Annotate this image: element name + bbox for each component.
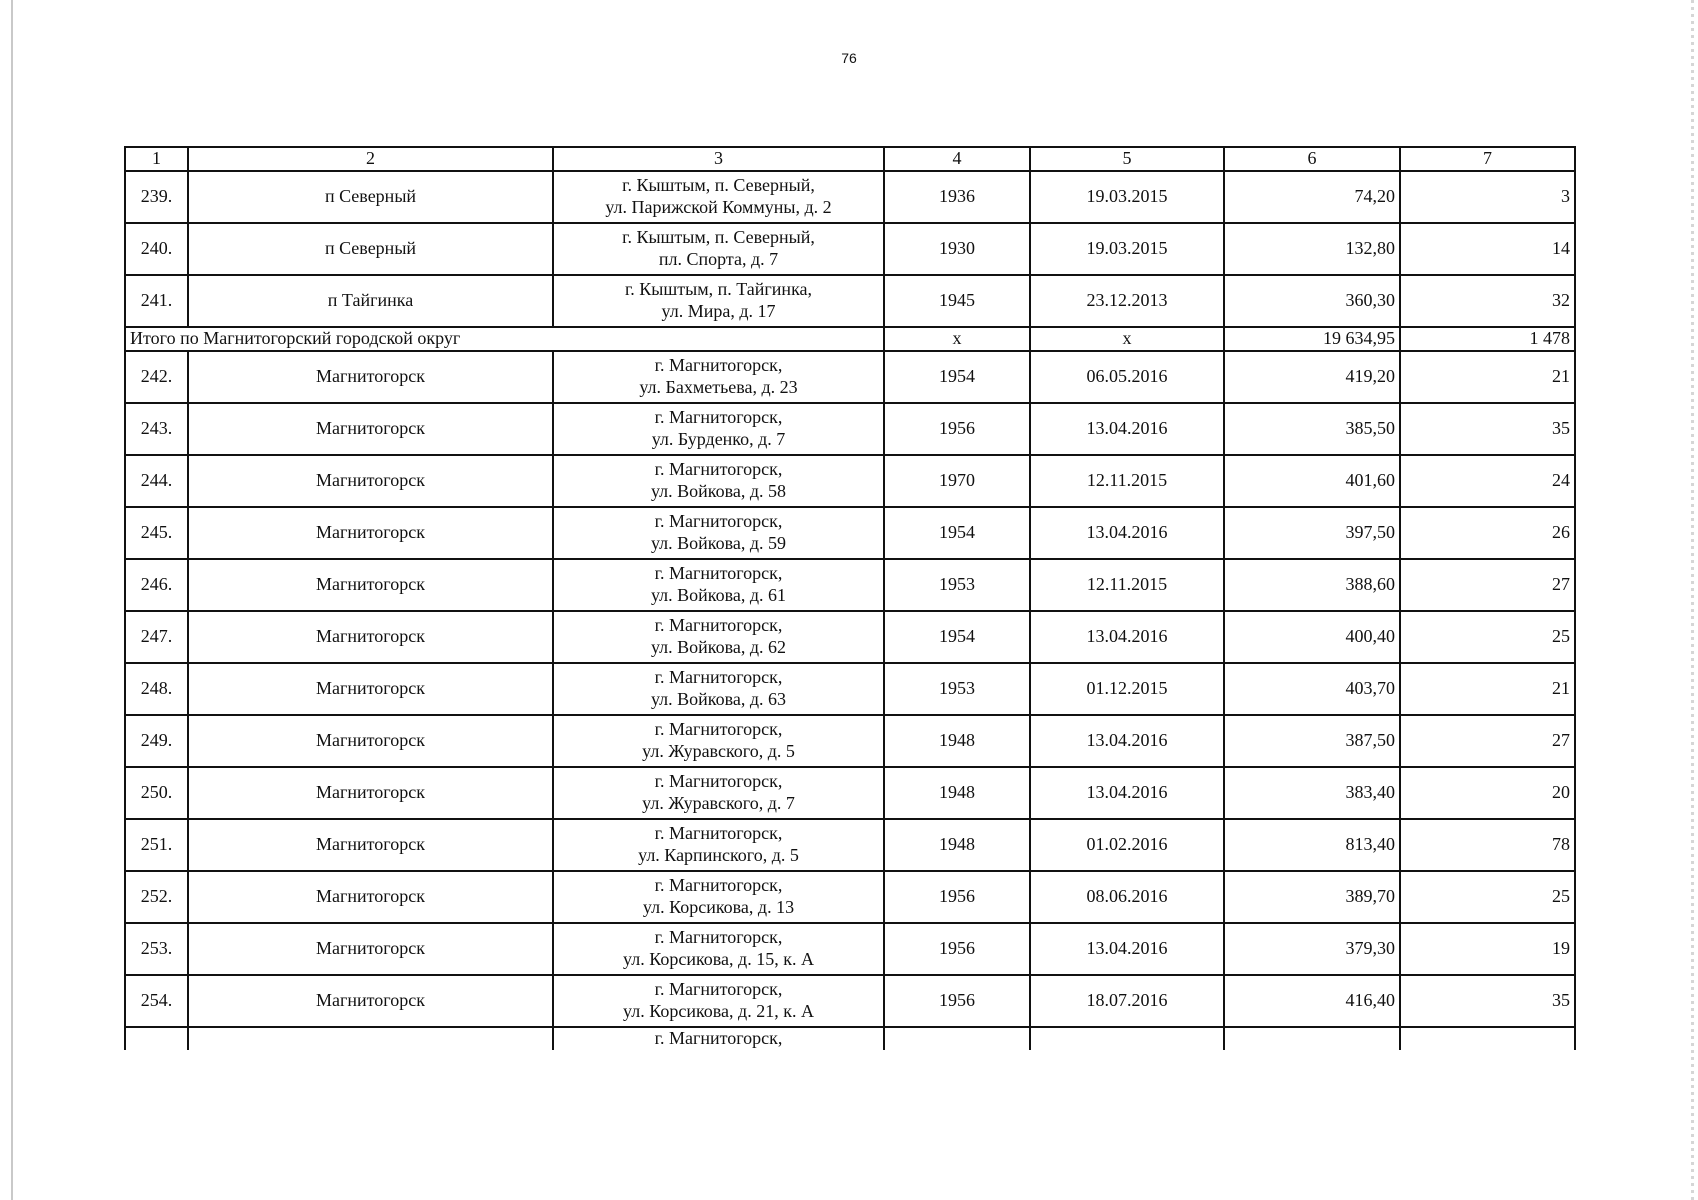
table-row (125, 559, 1575, 611)
address-line: ул. Бурденко, д. 7 (651, 429, 786, 449)
year-cell: 1956 (884, 871, 1030, 923)
row-number-cell: 247. (125, 611, 188, 663)
address-line: ул. Мира, д. 17 (661, 301, 776, 321)
row-number-cell: 243. (125, 403, 188, 455)
address-line: ул. Карпинского, д. 5 (638, 845, 799, 865)
address-cell (553, 403, 884, 455)
address-line: г. Магнитогорск, (654, 459, 783, 480)
address-line: пл. Спорта, д. 7 (658, 249, 779, 269)
locality-cell: Магнитогорск (188, 559, 553, 611)
empty-cell (1400, 1027, 1575, 1050)
table-row (125, 351, 1575, 403)
locality-cell: п Северный (188, 171, 553, 223)
address-line: г. Магнитогорск, (654, 875, 783, 896)
table-row (125, 611, 1575, 663)
address-line: г. Кыштым, п. Тайгинка, (624, 279, 813, 300)
address-line: ул. Бахметьева, д. 23 (639, 377, 798, 397)
row-number-cell: 248. (125, 663, 188, 715)
address-line: ул. Войкова, д. 59 (650, 533, 787, 553)
area-cell: 813,40 (1224, 819, 1400, 871)
year-cell: 1945 (884, 275, 1030, 327)
year-cell: 1954 (884, 351, 1030, 403)
total-date-cell: х (1030, 327, 1224, 351)
date-cell: 06.05.2016 (1030, 351, 1224, 403)
address-cell (553, 507, 884, 559)
row-number-cell: 245. (125, 507, 188, 559)
date-cell: 13.04.2016 (1030, 403, 1224, 455)
date-cell: 08.06.2016 (1030, 871, 1224, 923)
area-cell: 419,20 (1224, 351, 1400, 403)
count-cell: 35 (1400, 975, 1575, 1027)
year-cell: 1956 (884, 975, 1030, 1027)
locality-cell: Магнитогорск (188, 611, 553, 663)
address-cell (553, 975, 884, 1027)
locality-cell: Магнитогорск (188, 819, 553, 871)
date-cell: 13.04.2016 (1030, 715, 1224, 767)
locality-cell: Магнитогорск (188, 871, 553, 923)
row-number-cell: 252. (125, 871, 188, 923)
area-cell: 389,70 (1224, 871, 1400, 923)
date-cell: 18.07.2016 (1030, 975, 1224, 1027)
total-row (125, 327, 1575, 351)
address-cell (553, 715, 884, 767)
table-row (125, 455, 1575, 507)
address-line: ул. Корсикова, д. 21, к. А (623, 1001, 814, 1021)
table-row (125, 923, 1575, 975)
row-number-cell: 242. (125, 351, 188, 403)
table-row (125, 223, 1575, 275)
page-number: 76 (841, 50, 857, 66)
total-label-cell: Итого по Магнитогорский городской округ (125, 327, 884, 351)
count-cell: 21 (1400, 663, 1575, 715)
area-cell: 403,70 (1224, 663, 1400, 715)
column-header: 6 (1224, 147, 1400, 171)
area-cell: 416,40 (1224, 975, 1400, 1027)
table-row (125, 507, 1575, 559)
date-cell: 19.03.2015 (1030, 171, 1224, 223)
count-cell: 32 (1400, 275, 1575, 327)
count-cell: 20 (1400, 767, 1575, 819)
locality-cell: Магнитогорск (188, 767, 553, 819)
count-cell: 27 (1400, 715, 1575, 767)
table-row (125, 767, 1575, 819)
area-cell: 401,60 (1224, 455, 1400, 507)
empty-cell (1224, 1027, 1400, 1050)
area-cell: 360,30 (1224, 275, 1400, 327)
address-line: ул. Войкова, д. 63 (650, 689, 787, 709)
column-header: 3 (553, 147, 884, 171)
table-row (125, 171, 1575, 223)
year-cell: 1970 (884, 455, 1030, 507)
address-cell (553, 663, 884, 715)
locality-cell: Магнитогорск (188, 715, 553, 767)
year-cell: 1956 (884, 403, 1030, 455)
address-cell (553, 871, 884, 923)
date-cell: 13.04.2016 (1030, 611, 1224, 663)
address-line: г. Магнитогорск, (654, 511, 783, 532)
date-cell: 12.11.2015 (1030, 559, 1224, 611)
address-line: ул. Корсикова, д. 13 (642, 897, 795, 917)
table-row (125, 975, 1575, 1027)
total-count-cell: 1 478 (1400, 327, 1575, 351)
row-number-cell: 250. (125, 767, 188, 819)
locality-cell: Магнитогорск (188, 403, 553, 455)
count-cell: 24 (1400, 455, 1575, 507)
count-cell: 14 (1400, 223, 1575, 275)
count-cell: 25 (1400, 611, 1575, 663)
address-line: г. Магнитогорск, (654, 823, 783, 844)
locality-cell: п Тайгинка (188, 275, 553, 327)
year-cell: 1948 (884, 819, 1030, 871)
address-line: г. Кыштым, п. Северный, (622, 227, 815, 248)
date-cell: 19.03.2015 (1030, 223, 1224, 275)
area-cell: 385,50 (1224, 403, 1400, 455)
scan-edge-right (1691, 0, 1694, 1200)
address-line: ул. Войкова, д. 58 (650, 481, 787, 501)
year-cell: 1954 (884, 611, 1030, 663)
address-line: г. Магнитогорск, (654, 667, 783, 688)
address-cell (553, 455, 884, 507)
address-line: ул. Корсикова, д. 15, к. А (623, 949, 814, 969)
area-cell: 387,50 (1224, 715, 1400, 767)
row-number-cell: 249. (125, 715, 188, 767)
year-cell: 1948 (884, 715, 1030, 767)
date-cell: 13.04.2016 (1030, 923, 1224, 975)
address-line: г. Магнитогорск, (654, 407, 783, 428)
address-cell (553, 923, 884, 975)
address-line: ул. Парижской Коммуны, д. 2 (605, 197, 832, 217)
column-header: 1 (125, 147, 188, 171)
date-cell: 12.11.2015 (1030, 455, 1224, 507)
year-cell: 1956 (884, 923, 1030, 975)
total-year-cell: х (884, 327, 1030, 351)
date-cell: 01.02.2016 (1030, 819, 1224, 871)
locality-cell: п Северный (188, 223, 553, 275)
partial-table-row (125, 1027, 1575, 1050)
date-cell: 01.12.2015 (1030, 663, 1224, 715)
table-row (125, 715, 1575, 767)
address-line: г. Магнитогорск, (654, 563, 783, 584)
year-cell: 1936 (884, 171, 1030, 223)
year-cell: 1953 (884, 559, 1030, 611)
locality-cell: Магнитогорск (188, 975, 553, 1027)
table-body (125, 147, 1575, 1050)
count-cell: 35 (1400, 403, 1575, 455)
row-number-cell: 254. (125, 975, 188, 1027)
year-cell: 1930 (884, 223, 1030, 275)
address-line: г. Магнитогорск, (654, 771, 783, 792)
address-cell (553, 275, 884, 327)
address-cell: г. Магнитогорск, (553, 1027, 884, 1050)
address-line: ул. Войкова, д. 61 (650, 585, 787, 605)
scan-edge-left (11, 0, 13, 1200)
count-cell: 26 (1400, 507, 1575, 559)
address-cell (553, 819, 884, 871)
count-cell: 25 (1400, 871, 1575, 923)
year-cell: 1948 (884, 767, 1030, 819)
total-area-cell: 19 634,95 (1224, 327, 1400, 351)
address-line: ул. Войкова, д. 62 (650, 637, 787, 657)
area-cell: 400,40 (1224, 611, 1400, 663)
count-cell: 21 (1400, 351, 1575, 403)
area-cell: 388,60 (1224, 559, 1400, 611)
table-header-row (125, 147, 1575, 171)
area-cell: 379,30 (1224, 923, 1400, 975)
address-cell (553, 559, 884, 611)
address-line: г. Магнитогорск, (654, 927, 783, 948)
column-header: 7 (1400, 147, 1575, 171)
row-number-cell: 244. (125, 455, 188, 507)
address-cell (553, 611, 884, 663)
row-number-cell: 241. (125, 275, 188, 327)
row-number-cell: 253. (125, 923, 188, 975)
locality-cell (188, 1027, 553, 1050)
row-number-cell: 240. (125, 223, 188, 275)
count-cell: 19 (1400, 923, 1575, 975)
date-cell: 13.04.2016 (1030, 507, 1224, 559)
area-cell: 74,20 (1224, 171, 1400, 223)
count-cell: 78 (1400, 819, 1575, 871)
row-number-cell: 251. (125, 819, 188, 871)
date-cell: 23.12.2013 (1030, 275, 1224, 327)
row-number-cell: 246. (125, 559, 188, 611)
row-number-cell: 239. (125, 171, 188, 223)
address-line: г. Магнитогорск, (654, 979, 783, 1000)
address-line: г. Магнитогорск, (654, 719, 783, 740)
count-cell: 3 (1400, 171, 1575, 223)
year-cell: 1954 (884, 507, 1030, 559)
address-cell (553, 351, 884, 403)
row-number-cell (125, 1027, 188, 1050)
address-line: г. Магнитогорск, (654, 615, 783, 636)
locality-cell: Магнитогорск (188, 507, 553, 559)
locality-cell: Магнитогорск (188, 663, 553, 715)
address-cell (553, 171, 884, 223)
area-cell: 132,80 (1224, 223, 1400, 275)
empty-cell (1030, 1027, 1224, 1050)
address-line: г. Кыштым, п. Северный, (622, 175, 815, 196)
address-line: г. Магнитогорск, (654, 355, 783, 376)
address-line: ул. Журавского, д. 5 (642, 741, 795, 761)
table-row (125, 819, 1575, 871)
table-row (125, 403, 1575, 455)
year-cell: 1953 (884, 663, 1030, 715)
column-header: 2 (188, 147, 553, 171)
column-header: 4 (884, 147, 1030, 171)
empty-cell (884, 1027, 1030, 1050)
area-cell: 397,50 (1224, 507, 1400, 559)
table-row (125, 663, 1575, 715)
column-header: 5 (1030, 147, 1224, 171)
locality-cell: Магнитогорск (188, 351, 553, 403)
address-line: ул. Журавского, д. 7 (642, 793, 795, 813)
date-cell: 13.04.2016 (1030, 767, 1224, 819)
locality-cell: Магнитогорск (188, 923, 553, 975)
locality-cell: Магнитогорск (188, 455, 553, 507)
area-cell: 383,40 (1224, 767, 1400, 819)
table-row (125, 275, 1575, 327)
table-row (125, 871, 1575, 923)
address-cell (553, 767, 884, 819)
count-cell: 27 (1400, 559, 1575, 611)
registry-table (124, 146, 1576, 1050)
address-cell (553, 223, 884, 275)
